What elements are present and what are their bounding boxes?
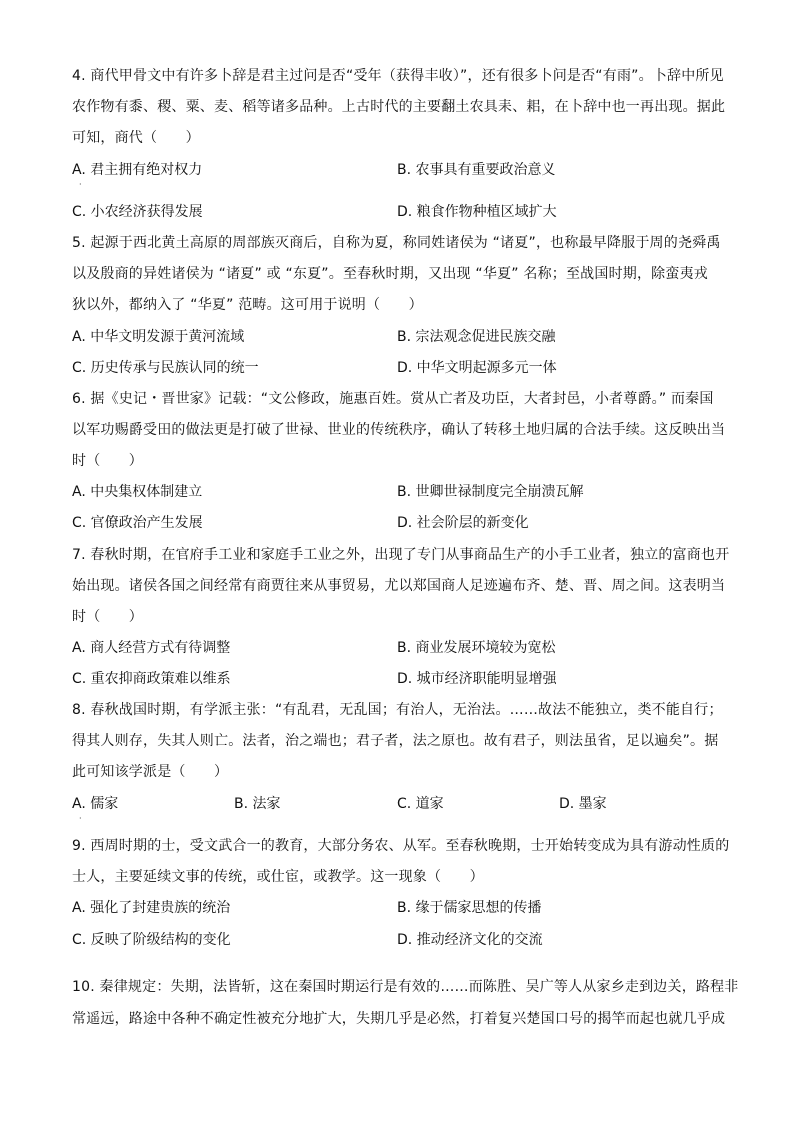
q4-option-d: D. 粮食作物种植区域扩大	[397, 204, 557, 220]
q9-option-c: C. 反映了阶级结构的变化	[72, 932, 231, 948]
q7-stem-line2: 始出现。诸侯各国之间经常有商贾往来从事贸易，尤以郑国商人足迹遍布齐、楚、晋、周之间。这表明当	[72, 578, 726, 594]
q5-option-c: C. 历史传承与民族认同的统一	[72, 360, 259, 376]
q8-stem-line3: 此可知该学派是（ ）	[72, 764, 229, 780]
q4-stem-line3: 可知，商代（ ）	[72, 130, 200, 146]
q6-stem-line2: 以军功赐爵受田的做法更是打破了世禄、世业的传统秩序，确认了转移土地归属的合法手续。这反映出当	[72, 422, 726, 438]
q6-option-c: C. 官僚政治产生发展	[72, 515, 203, 531]
q7-stem-line3: 时（ ）	[72, 609, 143, 625]
q5-stem-line2: 以及殷商的异姓诸侯为 “诸夏” 或 “东夏”。至春秋时期，又出现 “华夏” 名称；至战国时期，除蛮夷戎	[72, 266, 708, 282]
q6-option-b: B. 世卿世禄制度完全崩溃瓦解	[397, 484, 584, 500]
q7-stem-line1: 7. 春秋时期，在官府手工业和家庭手工业之外，出现了专门从事商品生产的小手工业者，独立的富商也开	[72, 547, 730, 563]
q8-option-a: A. 儒家	[72, 796, 119, 812]
q4-stem-line1: 4. 商代甲骨文中有许多卜辞是君主过问是否“受年（获得丰收）”，还有很多卜问是否“有雨”。卜辞中所见	[72, 68, 724, 84]
q5-stem-line1: 5. 起源于西北黄土高原的周部族灭商后，自称为夏，称同姓诸侯为 “诸夏”，也称最早降服于周的尧舜禹	[72, 235, 721, 251]
q8-option-b: B. 法家	[234, 796, 281, 812]
q6-stem-line1: 6. 据《史记・晋世家》记载：“文公修政，施惠百姓。赏从亡者及功臣，大者封邑，小者尊爵。” 而秦国	[72, 391, 714, 407]
q9-option-d: D. 推动经济文化的交流	[397, 932, 543, 948]
scan-dot-mark: ·	[79, 180, 82, 189]
q10-stem-line2: 常遥远，路途中各种不确定性被充分地扩大，失期几乎是必然，打着复兴楚国口号的揭竿而起也就几乎成	[72, 1011, 726, 1027]
q5-option-a: A. 中华文明发源于黄河流域	[72, 329, 245, 345]
q4-option-b: B. 农事具有重要政治意义	[397, 162, 556, 178]
q8-stem-line1: 8. 春秋战国时期，有学派主张：“有乱君，无乱国；有治人，无治法。……故法不能独立，类不能自行；	[72, 702, 723, 718]
q6-stem-line3: 时（ ）	[72, 453, 143, 469]
q5-stem-line3: 狄以外，都纳入了 “华夏” 范畴。这可用于说明（ ）	[72, 297, 423, 313]
q10-stem-line1: 10. 秦律规定：失期，法皆斩，这在秦国时期运行是有效的……而陈胜、吴广等人从家乡走到边关，路程非	[72, 979, 739, 995]
q5-option-b: B. 宗法观念促进民族交融	[397, 329, 556, 345]
q4-option-c: C. 小农经济获得发展	[72, 204, 203, 220]
q7-option-d: D. 城市经济职能明显增强	[397, 671, 557, 687]
q9-stem-line1: 9. 西周时期的士，受文武合一的教育，大部分务农、从军。至春秋晚期，士开始转变成为具有游动性质的	[72, 838, 730, 854]
q7-option-c: C. 重农抑商政策难以维系	[72, 671, 231, 687]
q4-stem-line2: 农作物有黍、稷、粟、麦、稻等诸多品种。上古时代的主要翻土农具耒、耜，在卜辞中也一再出现。据此	[72, 99, 726, 115]
q5-option-d: D. 中华文明起源多元一体	[397, 360, 557, 376]
q7-option-a: A. 商人经营方式有待调整	[72, 640, 231, 656]
scan-dot-mark: ·	[79, 814, 82, 823]
q6-option-d: D. 社会阶层的新变化	[397, 515, 529, 531]
q6-option-a: A. 中央集权体制建立	[72, 484, 203, 500]
q9-option-a: A. 强化了封建贵族的统治	[72, 900, 231, 916]
q8-option-c: C. 道家	[397, 796, 444, 812]
q9-stem-line2: 士人，主要延续文事的传统，或仕宦，或教学。这一现象（ ）	[72, 869, 484, 885]
q4-option-a: A. 君主拥有绝对权力	[72, 162, 203, 178]
q8-option-d: D. 墨家	[559, 796, 607, 812]
q8-stem-line2: 得其人则存，失其人则亡。法者，治之端也；君子者，法之原也。故有君子，则法虽省，足以遍矣”。据	[72, 733, 719, 749]
q9-option-b: B. 缘于儒家思想的传播	[397, 900, 542, 916]
q7-option-b: B. 商业发展环境较为宽松	[397, 640, 556, 656]
